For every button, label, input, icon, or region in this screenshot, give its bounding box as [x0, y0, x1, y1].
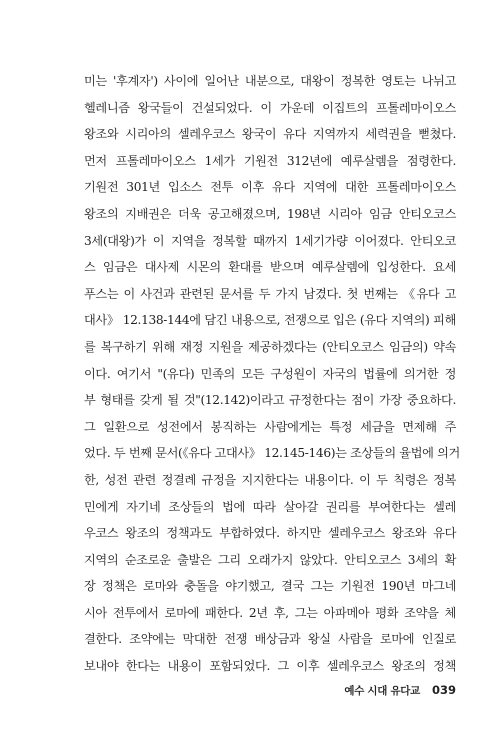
text-line: 기원전 301년 입소스 전투 이후 유다 지역에 대한 프톨레마이오스 — [84, 180, 456, 195]
page-number: 039 — [431, 683, 456, 697]
text-line: 헬레니즘 왕국들이 건설되었다. 이 가운데 이집트의 프톨레마이오스 — [84, 100, 456, 115]
text-line: 왕조와 시리아의 셀레우코스 왕국이 유다 지역까지 세력권을 뻗쳤다. — [84, 127, 456, 142]
text-line: 왕조의 지배권은 더욱 공고해졌으며, 198년 시리아 임금 안티오코스 — [84, 206, 456, 221]
text-line: 한, 성전 관련 정결례 규정을 지지한다는 내용이다. 이 두 칙령은 정복 — [84, 472, 456, 487]
text-line: 었다. 두 번째 문서(《유다 고대사》 12.145-146)는 조상들의 율법에 의거 — [84, 446, 460, 461]
body-text — [84, 68, 460, 680]
text-line: 먼저 프톨레마이오스 1세가 기원전 312년에 예루살렘을 점령한다. — [84, 153, 456, 168]
text-line: 푸스는 이 사건과 관련된 문서를 두 가지 남겼다. 첫 번째는 《유다 고 — [84, 286, 456, 301]
text-line: 지역의 순조로운 출발은 그리 오래가지 않았다. 안티오코스 3세의 확 — [84, 552, 456, 567]
text-line: 그 일환으로 성전에서 봉직하는 사람에게는 특정 세금을 면제해 주 — [84, 419, 456, 434]
text-line: 미는 '후계자') 사이에 일어난 내분으로, 대왕이 정복한 영토는 나뉘고 — [84, 74, 456, 88]
running-title: 예수 시대 유다교 — [344, 685, 420, 697]
text-line: 보내야 한다는 내용이 포함되었다. 그 이후 셀레우코스 왕조의 정책 — [84, 659, 456, 674]
text-line: 민에게 자기네 조상들의 법에 따라 살아갈 권리를 부여한다는 셀레 — [84, 499, 456, 514]
text-line: 시아 전투에서 로마에 패한다. 2년 후, 그는 아파메아 평화 조약을 체 — [84, 605, 456, 620]
page-footer — [344, 683, 456, 698]
text-line: 를 복구하기 위해 재정 지원을 제공하겠다는 (안티오코스 임금의) 약속 — [84, 339, 456, 354]
text-line: 대사》 12.138-144에 담긴 내용으로, 전쟁으로 입은 (유다 지역의) 피해 — [84, 313, 456, 328]
text-line: 이다. 여기서 "(유다) 민족의 모든 구성원이 자국의 법률에 의거한 정 — [84, 366, 456, 381]
text-line: 우코스 왕조의 정책과도 부합하였다. 하지만 셀레우코스 왕조와 유다 — [84, 526, 456, 541]
text-line: 스 임금은 대사제 시몬의 환대를 받으며 예루살렘에 입성한다. 요세 — [84, 260, 456, 275]
text-line: 결한다. 조약에는 막대한 전쟁 배상금과 왕실 사람을 로마에 인질로 — [84, 632, 456, 647]
text-line: 3세(대왕)가 이 지역을 정복할 때까지 1세기가량 이어졌다. 안티오코 — [84, 233, 456, 248]
text-line: 부 형태를 갖게 될 것"(12.142)이라고 규정한다는 점이 가장 중요하다. — [84, 393, 456, 408]
text-line: 장 정책은 로마와 충돌을 야기했고, 결국 그는 기원전 190년 마그네 — [84, 579, 456, 594]
